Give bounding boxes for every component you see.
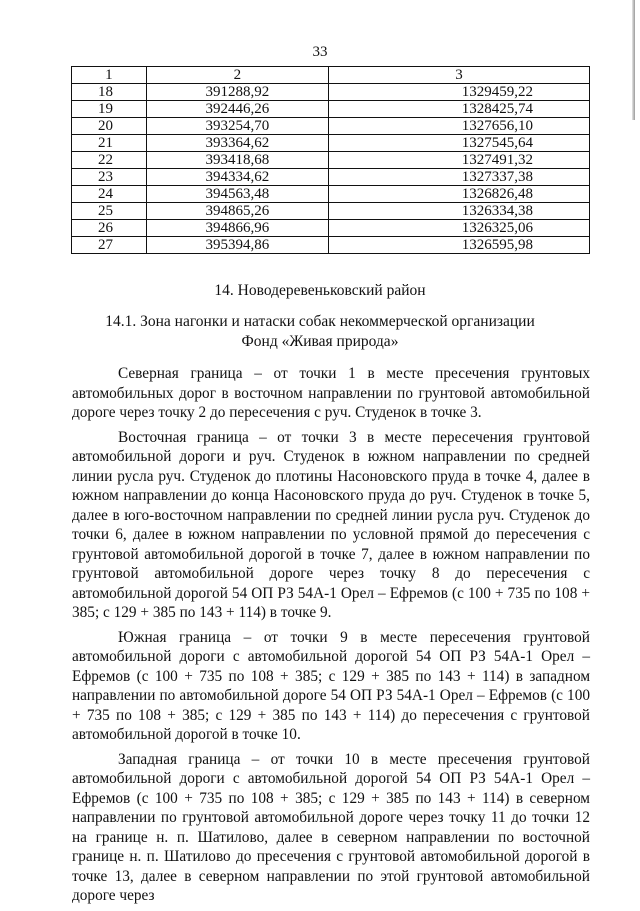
x-coordinate-cell: 392446,26 [146, 101, 328, 118]
body-text [72, 364, 590, 911]
x-coordinate-cell: 393418,68 [146, 152, 328, 169]
page-number: 33 [312, 44, 328, 60]
table-row [72, 237, 590, 254]
point-number-cell: 22 [72, 152, 147, 169]
table-header-cell: 2 [146, 67, 328, 84]
x-coordinate-cell: 393254,70 [146, 118, 328, 135]
y-coordinate-cell: 1326595,98 [328, 237, 589, 254]
y-coordinate-cell: 1327337,38 [328, 169, 589, 186]
point-number-cell: 18 [72, 84, 147, 101]
table-row [72, 152, 590, 169]
coordinates-table [71, 66, 590, 254]
section-title: 14. Новодеревеньковский район [214, 282, 426, 299]
point-number-cell: 27 [72, 237, 147, 254]
y-coordinate-cell: 1328425,74 [328, 101, 589, 118]
table-row [72, 118, 590, 135]
paragraph-west-border: Западная граница – от точки 10 в месте пресечения грунтовой автомобильной дороги с автомобильной дорогой 54 ОП РЗ 54А-1 Орел – Ефремов (с 100 + 735 по 108 + 385; с 129 + 385 по 143 + 114) в северном направлении по грунтовой автомобильной дороге через точку 11 до точки 12 на границе н. п. Шатилово, далее в северном направлении по восточной границе н. п. Шатилово до пресечения с грунтовой автомобильной дорогой в точке 13, далее в северном направлении по этой грунтовой автомобильной дороге через [72, 750, 590, 904]
point-number-cell: 20 [72, 118, 147, 135]
table-header-cell: 1 [72, 67, 147, 84]
y-coordinate-cell: 1327491,32 [328, 152, 589, 169]
x-coordinate-cell: 394865,26 [146, 203, 328, 220]
subsection-title-line: 14.1. Зона нагонки и натаски собак некоммерческой организации [105, 313, 535, 330]
table-row [72, 203, 590, 220]
y-coordinate-cell: 1327545,64 [328, 135, 589, 152]
point-number-cell: 23 [72, 169, 147, 186]
table-row [72, 101, 590, 118]
y-coordinate-cell: 1326325,06 [328, 220, 589, 237]
x-coordinate-cell: 393364,62 [146, 135, 328, 152]
point-number-cell: 21 [72, 135, 147, 152]
table-row [72, 135, 590, 152]
y-coordinate-cell: 1326826,48 [328, 186, 589, 203]
paragraph-north-border: Северная граница – от точки 1 в месте пресечения грунтовых автомобильных дорог в восточном направлении по грунтовой автомобильной дороге через точку 2 до пересечения с руч. Студенок в точке 3. [72, 365, 590, 421]
x-coordinate-cell: 391288,92 [146, 84, 328, 101]
x-coordinate-cell: 395394,86 [146, 237, 328, 254]
table-header-row [72, 67, 590, 84]
table-row [72, 186, 590, 203]
paragraph-south-border: Южная граница – от точки 9 в месте пересечения грунтовой автомобильной дороги с автомобильной дорогой 54 ОП РЗ 54А-1 Орел – Ефремов (с 100 + 735 по 108 + 385; с 129 + 385 по 143 + 114) в западном направлении по автомобильной дороге 54 ОП РЗ 54А-1 Орел – Ефремов (с 100 + 735 по 108 + 385; с 129 + 385 по 143 + 114) до пересечения с грунтовой автомобильной дорогой в точке 10. [72, 628, 590, 743]
y-coordinate-cell: 1326334,38 [328, 203, 589, 220]
subsection-title-line: Фонд «Живая природа» [241, 333, 399, 350]
point-number-cell: 26 [72, 220, 147, 237]
table-header-cell: 3 [328, 67, 589, 84]
point-number-cell: 24 [72, 186, 147, 203]
point-number-cell: 25 [72, 203, 147, 220]
y-coordinate-cell: 1327656,10 [328, 118, 589, 135]
paragraph-east-border: Восточная граница – от точки 3 в месте пересечения грунтовой автомобильной дороги и руч. Студенок в южном направлении по средней линии русла руч. Студенок до плотины Насоновского пруда в точке 4, далее в южном направлении до конца Насоновского пруда до руч. Студенок в точке 5, далее в юго-восточном направлении по средней линии русла руч. Студенок до точки 6, далее в южном направлении по условной прямой до пересечения с грунтовой автомобильной дорогой в точке 7, далее в южном направлении по грунтовой автомобильной дороге через точку 8 до пересечения с автомобильной дорогой 54 ОП РЗ 54А-1 Орел – Ефремов (с 100 + 735 по 108 + 385; с 129 + 385 по 143 + 114) в точке 9. [72, 428, 590, 621]
x-coordinate-cell: 394563,48 [146, 186, 328, 203]
table-row [72, 169, 590, 186]
x-coordinate-cell: 394334,62 [146, 169, 328, 186]
table-row [72, 84, 590, 101]
subsection-title [0, 312, 640, 352]
x-coordinate-cell: 394866,96 [146, 220, 328, 237]
table-row [72, 220, 590, 237]
y-coordinate-cell: 1329459,22 [328, 84, 589, 101]
point-number-cell: 19 [72, 101, 147, 118]
